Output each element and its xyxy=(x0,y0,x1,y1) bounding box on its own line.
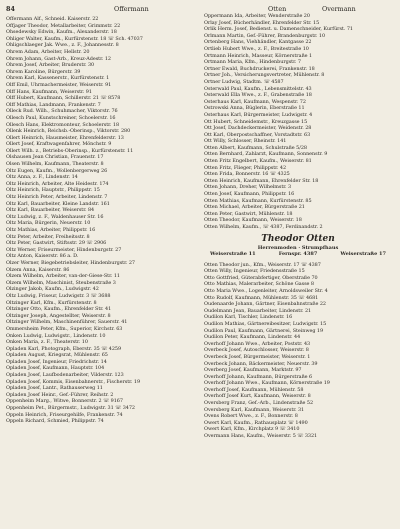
directory-entry: Overhoff Johann Wwe., Kaufmann, Körnerstraße 19 xyxy=(204,380,330,387)
directory-entry: Oudilon Paul, Kaufmann, Gärtnerei, Steinweg 19 xyxy=(204,327,324,334)
directory-entry: Ohrem Johann, Gast-Arb., Kreuz-Adestr. 12 xyxy=(6,55,111,62)
directory-entry: Onken Maria, z. F., Theaterstr. 10 xyxy=(6,339,88,346)
directory-entry: Otten Mathias, Kaufmann, Kurfürstenstr. 85 xyxy=(204,197,312,204)
directory-entry: Otten Bernhard, Zahlarzt, Kaufmann, Sonnenstr. 9 xyxy=(204,151,328,158)
directory-entry: Overbeck Johann, Bäckermeister, Neuerstr. 39 xyxy=(204,360,318,367)
directory-entry: Oltz Anton, Kaiserstr. 86 a. D. xyxy=(6,253,79,260)
directory-entry: Oltz Maria, Bürgerin, Neuerstr. 10 xyxy=(6,220,91,227)
directory-entry: Ohsedewsky Edwin, Kaufm., Alexanderstr. 18 xyxy=(6,29,117,36)
directory-entry: Otten Michael, Arbeiter, Bürgerstraße 21 xyxy=(204,204,305,211)
directory-entry: Olzinger Jakob, Kaufm., Ludwigstr. 42 xyxy=(6,286,99,293)
directory-entry: Onken Ludwig, Ludwigstr., Lindenstr. 10 xyxy=(6,332,106,339)
ad-middle: Fernspr. 4387 xyxy=(278,251,318,258)
directory-entry: Ott Hubert, Schneidemstr., Kreuzgasse 15 xyxy=(204,118,308,125)
directory-entry: Oltzinger Joseph, Angestellter, Weiserstr. 8 xyxy=(6,312,111,319)
directory-entry: Oversberg Franz, Gef.-Arb., Lindenstraße 52 xyxy=(204,400,314,407)
directory-entry: Opladen Josef, Lantr., Rathauserweg 11 xyxy=(6,385,103,392)
directory-entry: Orlay Josef, Bücherhändler, Ehrenfelder Str. 15 xyxy=(204,19,320,26)
directory-entry: Owert Karl, Kaufm., Rathausplatz ☏ 1490 xyxy=(204,419,308,426)
directory-entry: Offermann Alf., Schneid. Kaiserstr. 22 xyxy=(6,16,99,22)
directory-entry: Ott Josef, Dachdeckermeister, Weidenstr. 28 xyxy=(204,125,312,132)
directory-entry: Ortenberg Hans, Viehhändler, Kantgasse 22 xyxy=(204,39,312,46)
directory-entry: Oltz Anna, z. F., Lindenstr. 14 xyxy=(6,174,78,181)
directory-entry: Otten Fritz Engelbert, Kaufm., Weiserstr. 81 xyxy=(204,158,312,165)
directory-entry: Oppenheim Marg., Witwe, Bonnerstr. 2 ☏ 9167 xyxy=(6,398,123,405)
directory-entry: Olzem Anna, Kaiserstr. 86 xyxy=(6,266,70,273)
directory-entry: Olff Emil, Uhrmachermeister, Weiserstr. 91 xyxy=(6,81,112,88)
directory-entry: Ohrem Josef, Arbeiter, Bruderstr. 30 xyxy=(6,62,95,69)
directory-entry: Oversberg Karl, Kaufmann, Weiserstr. 31 xyxy=(204,406,305,413)
directory-entry: Overhoff Josef, Kaufmann, Mühlenstr. 58 xyxy=(204,386,304,393)
ad-title: Theodor Otten xyxy=(261,233,335,244)
directory-entry: Olzem Wilhelm, Arbeiter, van-der-Giese-Str. 11 xyxy=(6,273,120,280)
directory-entry: Osterwald Paul, Kaufm., Lebensmittelstr. 43 xyxy=(204,85,312,92)
directory-entry: Oudilon Mathias, Gärtnereibesitzer, Ludwigstr. 15 xyxy=(204,320,327,327)
directory-entry: Ommersheim Peter, Kfm., Superior, Kirchstr. 63 xyxy=(6,325,123,332)
directory-entry: Otten Heinrich, Kaufmann, Ehrenfelder Str. 18 xyxy=(204,177,319,184)
directory-entry: Oudenaarde Johann, Gärtner, Eisenbahnstraße 22 xyxy=(204,301,326,308)
directory-entry: Overhoff Josef Kurt, Kaufmann, Weiserstr. 8 xyxy=(204,393,311,400)
directory-entry: Oltz Heinrich, Hauptstr., Philippstr. 15 xyxy=(6,187,100,194)
directory-entry: Olshausen Jean Christian, Frauenstr. 17 xyxy=(6,154,104,161)
page-number: 84 xyxy=(6,5,15,13)
directory-entry: Osterhaus Karl, Bürgermeister, Ludwigstr. 4 xyxy=(204,111,313,118)
directory-entry: Olsen Wilhelm, Kaufmann, Theaterstr. 8 xyxy=(6,161,104,168)
directory-entry: Oltz Heinrich, Arbeiter, Alte Heidestr. 174 xyxy=(6,180,109,187)
directory-entry: Opladen Josef, Laufbodenarbeiter, Vilderstr. 123 xyxy=(6,372,124,379)
directory-entry: Ollert Josef, Kraftwagenfahrer, Mönchstr. 9 xyxy=(6,141,112,148)
directory-entry: Otten Theodor jun., Kfm., Weiserstr. 17 ☏ 4387 xyxy=(204,261,321,268)
directory-entry: Oltzinger Karl, Kfm., Kurfürstenstr. 8 xyxy=(6,299,97,306)
directory-entry: Oltz Werner, Friseurmeister, Hindenburgstr. 27 xyxy=(6,246,122,253)
directory-entry: Otto Gottfried, Güterabfertiger, Oberstraße 70 xyxy=(204,274,318,281)
directory-entry: Otten Willy, Ingenieur, Friedensstraße 15 xyxy=(204,268,305,275)
directory-entry: Ortner Ewald, Buchdruckerei, Frankenstr. 18 xyxy=(204,65,315,72)
directory-entry: Ott Willy, Schlosser, Rheinstr. 141 xyxy=(204,138,287,145)
directory-entry: Olff Mathias, Landmann, Frankenstr. 7 xyxy=(6,101,101,108)
directory-entry: Otten Johann, Dreher, Wilhelmstr. 3 xyxy=(204,184,292,191)
directory-entry: Otten Theodor, Kaufmann, Weiserstr. 18 xyxy=(204,217,302,224)
directory-entry: Oltz Heinrich Peter, Arbeiter, Lindenstr. 7 xyxy=(6,194,108,201)
directory-entry: Opladen Josef Heinr., Gef.-Führer, Reihstr. 2 xyxy=(6,391,114,398)
directory-entry: Ohligschlaeger Jak. Wwe., z. F., Johannesstr. 8 xyxy=(6,42,119,49)
header-right-title: Otten xyxy=(268,5,287,13)
directory-entry: Oudilon Karl, Tischler, Lindenstr. 16 xyxy=(204,314,293,321)
directory-entry: Olzem Wilhelm, Maschinist, Steubenstraße 3 xyxy=(6,279,116,286)
directory-entry: Otto Rudolf, Kaufmann, Mühlenstr. 35 ☏ 4681 xyxy=(204,294,319,301)
directory-entry: Oltz Karl, Bauarbeiter, Weiserstr. 84 xyxy=(6,207,95,214)
directory-entry: Overberg Josef, Kaufmann, Marktstr. 97 xyxy=(204,367,302,374)
directory-entry: Orlmann Martin, Gef.-Führer, Brandenburgstr. 10 xyxy=(204,32,326,39)
directory-entry: Overbeck Josef, Autoschlosser, Weiserstr. 8 xyxy=(204,347,309,354)
directory-entry: Otten Albert, Kaufmann, Schulstraße 5/28 xyxy=(204,144,307,151)
ad-address-row xyxy=(204,251,392,258)
directory-entry: Otten Wilhelm, Kaufm., ☏ 4387, Ferdinandstr. 2 xyxy=(204,224,323,230)
right-column-top xyxy=(204,13,392,231)
directory-entry: Oppermann Ida, Arbeiter, Wenderstraße 20 xyxy=(204,13,310,19)
directory-entry: Ohrem Adam, Arbeiter, Hellstr. 20 xyxy=(6,48,90,55)
directory-entry: Oltz Peter, Gastwirt, Stiftsstr. 29 ☏ 2906 xyxy=(6,240,107,247)
directory-entry: Otto Mathias, Malerarbeiter, Schöne Gasse 8 xyxy=(204,281,314,288)
header-right-title-2: Overmann xyxy=(322,5,356,13)
directory-entry: Oltz Ludwig, z. F., Waldenhauser Str. 16 xyxy=(6,213,104,220)
directory-entry: Opladen August, Kriegsrat, Mühlenstr. 65 xyxy=(6,352,108,359)
directory-entry: Ostrowski Anna, Büglerin, Eberstraße 11 xyxy=(204,105,305,112)
ad-right: Weiserstraße 17 xyxy=(340,251,386,258)
directory-entry: Ott Karl, Oberpostschaffner, Vorstadtstr. 63 xyxy=(204,131,311,138)
directory-entry: Oltzinger Wilhelm, Maschinenführer, Sauerstr. 41 xyxy=(6,319,128,326)
directory-entry: Oltzinger Otto, Kaufm., Ehrenfelder Str. 41 xyxy=(6,306,112,313)
directory-entry: Ohliger Walter, Kaufm., Kurfürstenstr. 18 ☏ Sch. 47037 xyxy=(6,35,143,42)
directory-entry: Otten Josef, Kaufmann, Philippstr. 16 xyxy=(204,191,295,198)
directory-entry: Oltz Ludwig, Friseur, Ludwigstr. 3 ☏ 3688 xyxy=(6,292,111,299)
directory-entry: Offjager Theodor, Metallarbeiter, Grimmstr. 22 xyxy=(6,22,121,29)
directory-entry: Olleck Rud. Wilh., Schuhmacher, Viktorstr. 76 xyxy=(6,108,118,115)
directory-entry: Oppeln Richard, Schmied, Philippstr. 74 xyxy=(6,418,104,425)
directory-entry: Oudilon Peter, Kaufmann, Lindenstr. 44 xyxy=(204,334,301,341)
directory-entry: Ortner Joh., Versicherungsvertreter, Mühlenstr. 8 xyxy=(204,72,325,79)
ad-subtitle: Herrenmoden · Strumpfhaus xyxy=(257,244,339,251)
directory-entry: Overmann Hans, Kaufm., Weiserstr. 5 ☏ 3321 xyxy=(204,433,318,440)
directory-entry: Osterwald Ella Wwe., z. F., Grabenstraße 18 xyxy=(204,92,312,99)
directory-entry: Opladen Karl, Photograph, Eberstr. 35 ☏ 4259 xyxy=(6,345,122,352)
directory-entry: Ollert Heinrich, Hausmeister, Ehrenfelderstr. 13 xyxy=(6,134,124,141)
header-left-title: Offermann xyxy=(114,5,149,13)
ad-left: Weiserstraße 11 xyxy=(210,251,256,258)
directory-entry: Otto Maria Wwe., Logenleiter, Arnoldsweiler Str. 4 xyxy=(204,287,328,294)
right-column xyxy=(204,13,392,440)
directory-entry: Opladen Josef, Kaufmann, Hauptstr. 104 xyxy=(6,365,105,372)
directory-entry: Oudelmann Jean, Bauarbeiter, Lindenstr. 21 xyxy=(204,307,312,314)
directory-entry: Ortmann Maria, Kfm., Hindenburgstr. 7 xyxy=(204,59,301,66)
directory-entry: Ohrem Karl, Kassenerstr., Kurfürstenstr. 1 xyxy=(6,75,110,82)
directory-entry: Ollesch Hans, Elektromonteur, Schoelerstr. 18 xyxy=(6,121,120,128)
directory-entry: Olff Hans, Kaufmann, Weiserstr. 91 xyxy=(6,88,92,95)
directory-entry: Oltz Karl, Bauarbeiter, Kleine Landstr. 161 xyxy=(6,200,110,207)
directory-entry: Opladen Josef, Kommis, Eisenbahnerstr., Fischerstr. 19 xyxy=(6,378,141,385)
directory-entry: Olzer Werner, Biegebetriebsleiter, Hindenburgstr. 27 xyxy=(6,259,135,266)
directory-entry: Ollesch Paul, Kunstschreiner, Schoelerstr. 16 xyxy=(6,114,116,121)
directory-entry: Otten Fritz, Flieger, Philippstr. 42 xyxy=(204,164,287,171)
advertisement xyxy=(204,234,392,258)
directory-entry: Oltz Mathias, Arbeiter, Philippstr. 16 xyxy=(6,227,96,233)
directory-entry: Otten Peter, Gastwirt, Mühlenstr. 18 xyxy=(204,210,293,217)
directory-entry: Overhoff Johann Wwe., Arbeiter, Poststr. 43 xyxy=(204,340,311,347)
directory-entry: Olff Hubert, Kaufmann, Schillerstr. 21 ☏ 8578 xyxy=(6,95,121,102)
directory-entry: Ohrem Karoline, Bürgerstr. 39 xyxy=(6,68,81,75)
directory-entry: Ortmann Heinrich, Masseur, Körnerstraße 1 xyxy=(204,52,313,59)
directory-entry: Owert Karl, Kfm., Kirchplatz 9 ☏ 3410 xyxy=(204,426,300,433)
directory-entry: Opladen Josef, Ingenieur, Friedrichstr. 14 xyxy=(6,358,107,365)
directory-entry: Overhoff Johann, Kaufmann, Bürgerstraße 6 xyxy=(204,373,313,380)
directory-entry: Orlik Herm. Josef, Bedienst. u. Damenschneider, Kurfürst. 71 xyxy=(204,26,353,33)
directory-entry: Oppeln Heinrich, Friseurgehilfe, Frankenstr. 74 xyxy=(6,411,123,418)
directory-entry: Ollenk Heinrich, Reichsb.-Oberinsp., Viktorstr. 280 xyxy=(6,128,131,135)
directory-entry: Overbeck Josef, Bürgermeister, Weiserstr. 1 xyxy=(204,353,311,360)
directory-entry: Ortner Ludwig, Stadtm. ☏ 4587 xyxy=(204,78,284,85)
directory-entry: Oltz Peter, Arbeiter, Freiheitsstr. 8 xyxy=(6,233,90,240)
left-column xyxy=(6,16,194,425)
directory-entry: Oltz Eugen, Kaufm., Wollenbergerweg 26 xyxy=(6,167,108,174)
directory-entry: Ovens Robert Wwe., z. F., Bonnerstr. 8 xyxy=(204,413,298,420)
directory-entry: Ollert Wilh. z., Betriebs-Oberinsp., Kurfürstenstr. 11 xyxy=(6,147,134,154)
directory-entry: Otten Frida, Bonnerstr. 16 ☏ 4325 xyxy=(204,171,290,178)
directory-entry: Ortlieb Hubert Wwe., z. F., Breitestraße 10 xyxy=(204,45,309,52)
directory-entry: Osterhaus Karl, Kaufmann, Wespenstr. 72 xyxy=(204,98,306,105)
directory-entry: Oppenheim Pet., Bürgermstr., Ludwigstr. 31 ☏ 3472 xyxy=(6,405,135,412)
right-column-bottom xyxy=(204,262,392,440)
